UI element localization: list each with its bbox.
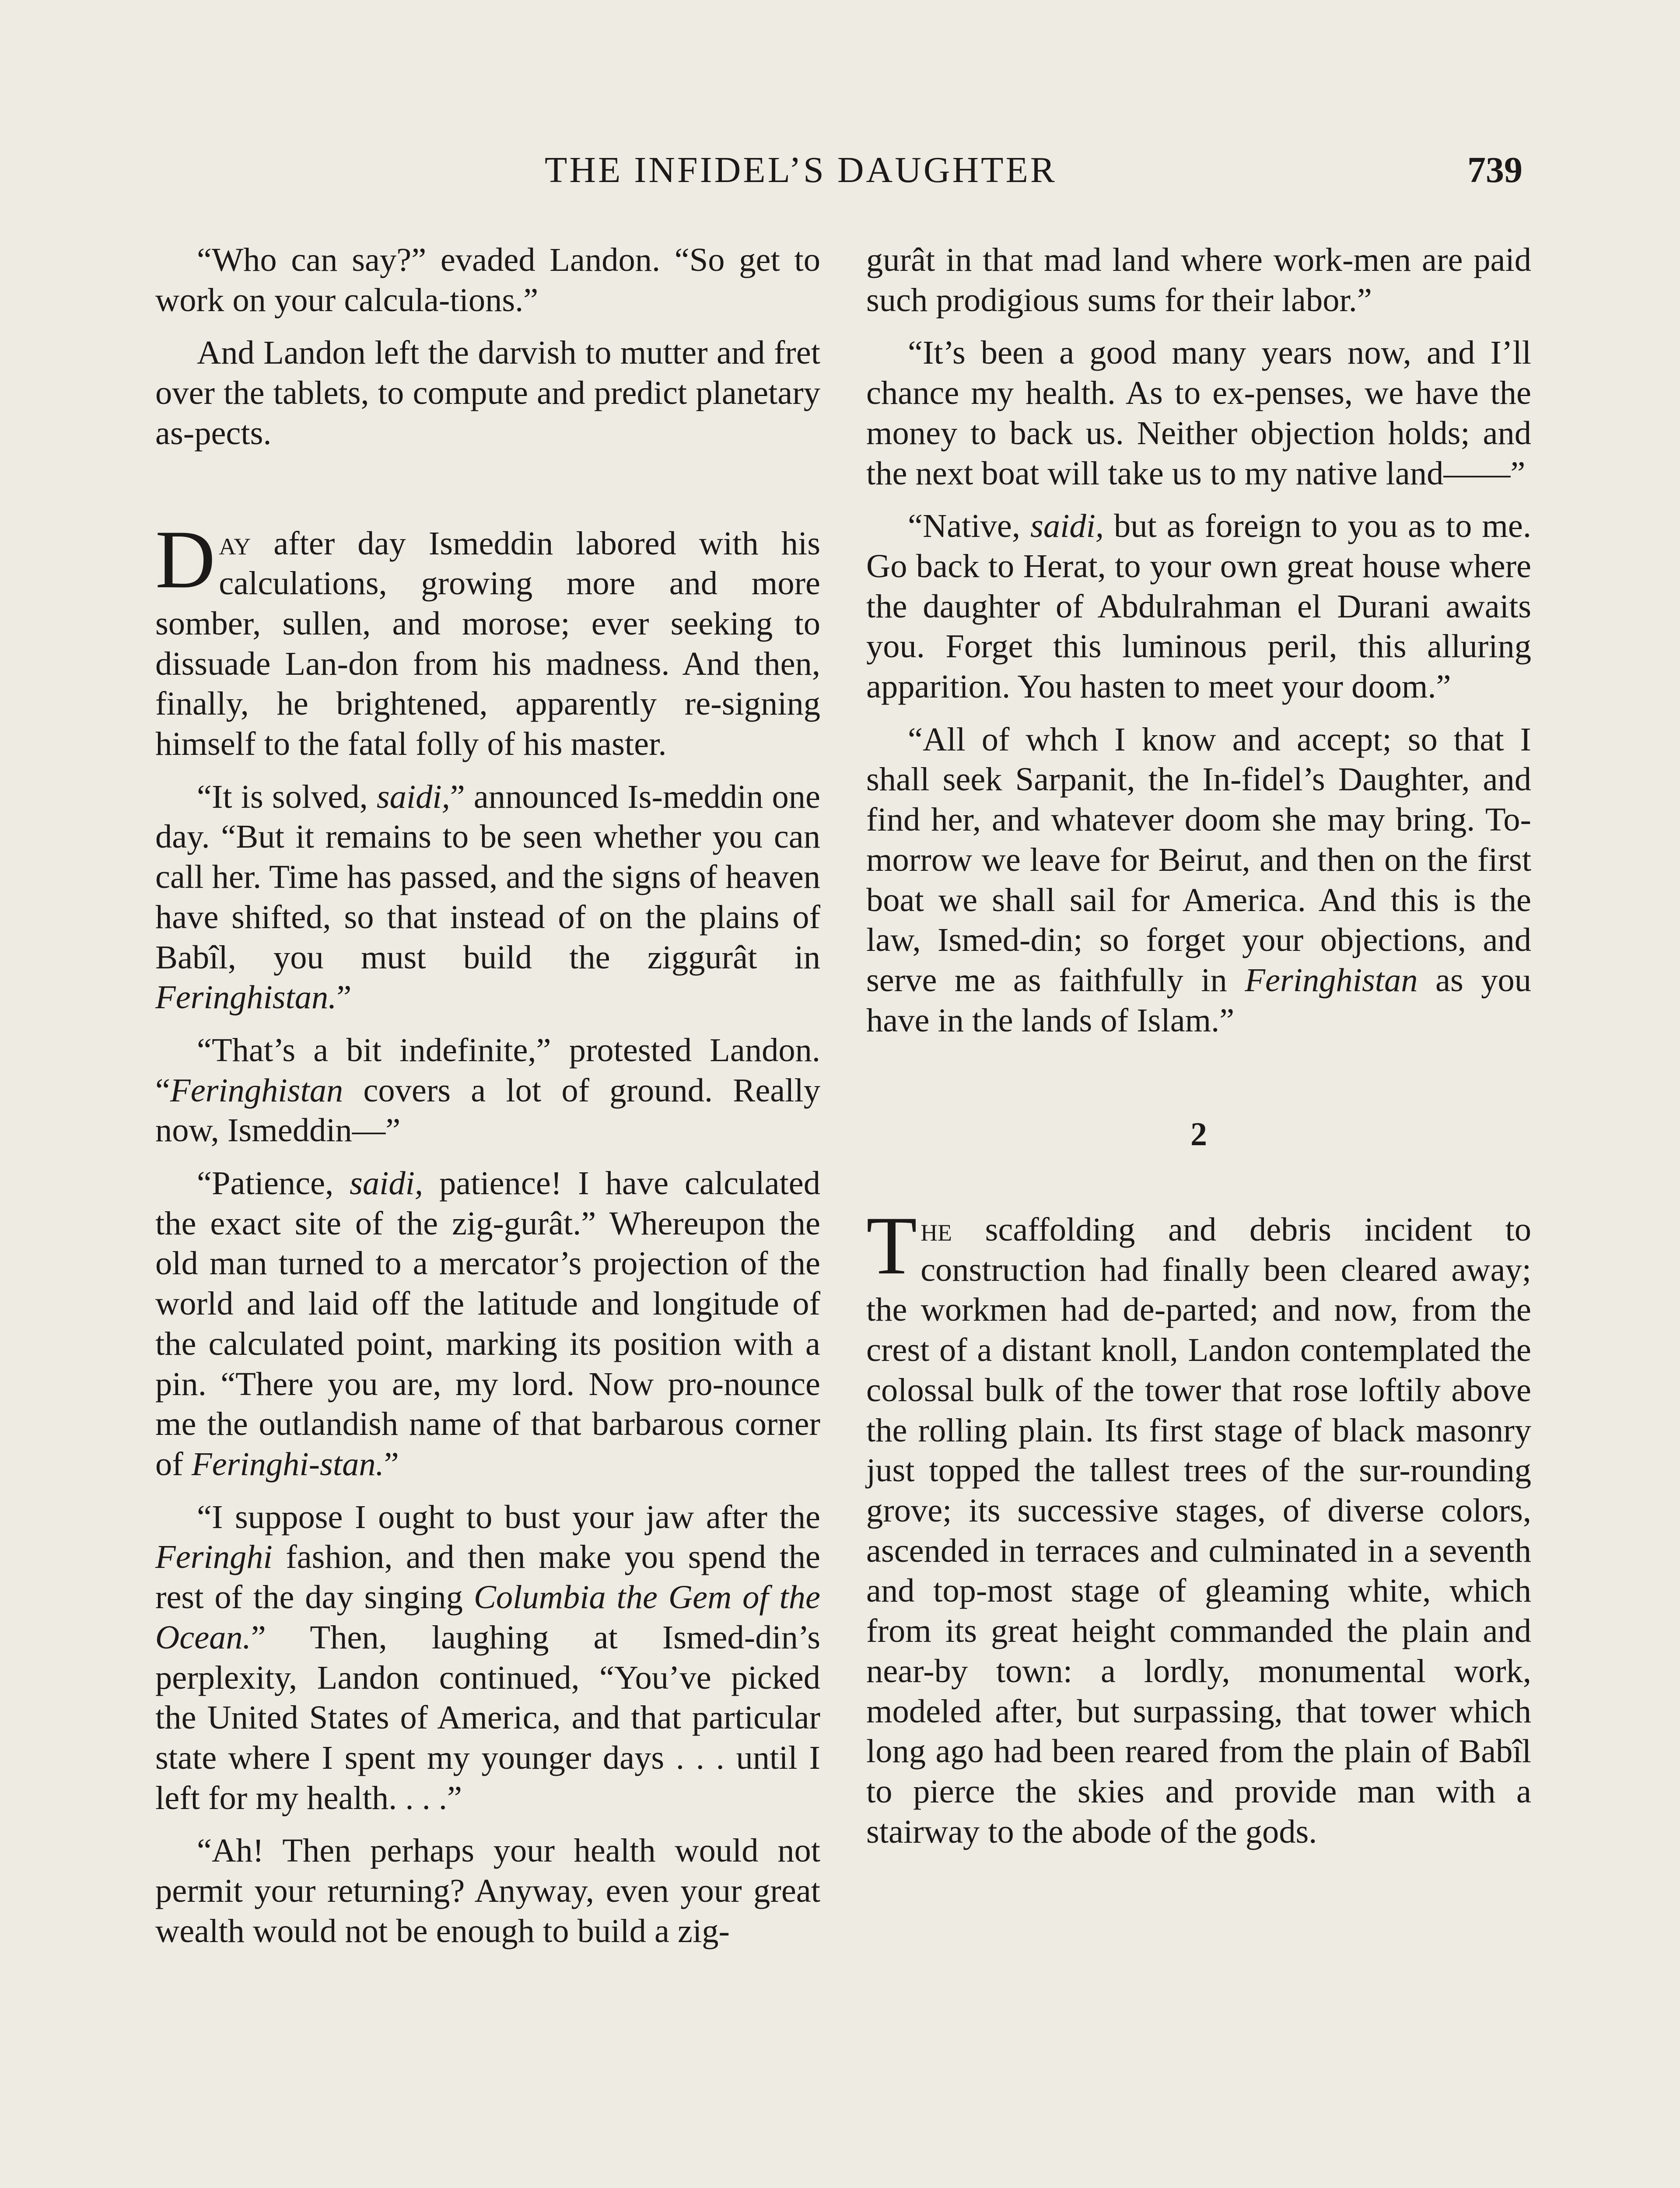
italic-text: Feringhistan. [155, 978, 337, 1016]
paragraph [866, 506, 1531, 707]
italic-text: Columbia the Gem of the Ocean. [155, 1578, 821, 1656]
italic-text: Feringhistan [170, 1071, 343, 1109]
italic-text: saidi, [1030, 507, 1104, 545]
left-column [155, 240, 820, 1951]
italic-text: Feringhi-stan. [191, 1445, 384, 1483]
running-title: THE INFIDEL’S DAUGHTER [545, 150, 1057, 190]
italic-text: Feringhi [155, 1538, 273, 1576]
paragraph: “Ah! Then perhaps your health would not permit your returning? Anyway, even your great wealth would not be enough to build a zig- [155, 1832, 820, 1950]
section-number: 2 [1190, 1116, 1207, 1153]
section-opening-paragraph [155, 513, 820, 764]
text-run: ” [384, 1445, 399, 1483]
drop-cap: D [155, 513, 216, 606]
paragraph [155, 1163, 820, 1484]
paragraph-continuation: gurât in that mad land where work-men are paid such prodigious sums for their labor.” [866, 241, 1531, 319]
text-run: but as foreign to you as to me. Go back to Herat, to your own great house where the daughter of Abdulrahman el Durani awaits you. Forget this luminous peril, this alluring apparition. You hasten to meet your doom.” [866, 507, 1531, 705]
text-run: “I suppose I ought to bust your jaw after the [197, 1498, 820, 1536]
italic-text: Feringhistan [1245, 961, 1418, 999]
paragraph [155, 1497, 820, 1818]
paragraph-text: after day Ismeddin labored with his calculations, growing more and more somber, sullen, and morose; ever seeking to dissuade Lan-don from his madness. And then, finally, he brightened, apparently re-signing himself to the fatal folly of his master. [155, 524, 820, 763]
text-run: ” Then, laughing at Ismed-din’s perplexity, Landon continued, “You’ve picked the United States of America, and that particular state where I spent my younger days . . . until I left for my health. . . .” [155, 1618, 820, 1816]
page-number: 739 [1467, 150, 1522, 190]
section-opening-paragraph [866, 1200, 1531, 1851]
paragraph [155, 1030, 820, 1150]
text-run: “All of whch I know and accept; so that I shall seek Sarpanit, the In-fidel’s Daughter, and find her, and whatever doom she may bring. To-morrow we leave for Beirut, and then on the first boat we shall sail for America. And this is the law, Ismed-din; so forget your objections, and serve me as faithfully in [866, 720, 1531, 999]
paragraph: And Landon left the darvish to mutter and fret over the tablets, to compute and predict planetary as-pects. [155, 334, 820, 452]
right-column [866, 240, 1531, 1851]
text-run: covers a lot of ground. Really now, Ismeddin—” [155, 1071, 820, 1149]
italic-text: saidi, [350, 1164, 424, 1202]
text-run: “Patience, [197, 1164, 350, 1202]
paragraph [155, 777, 820, 1017]
italic-text: saidi, [376, 778, 450, 815]
paragraph: “It’s been a good many years now, and I’ll chance my health. As to ex-penses, we have the money to back us. Neither objection holds; and the next boat will take us to my native land——” [866, 334, 1531, 492]
paragraph-text: scaffolding and debris incident to construction had finally been cleared away; the workmen had de-parted; and now, from the crest of a distant knoll, Landon contemplated the colossal bulk of the tower that rose loftily above the rolling plain. Its first stage of black masonry just topped the tallest trees of the sur-rounding grove; its successive stages, of diverse colors, ascended in terraces and culminated in a seventh and top-most stage of gleaming white, which from its great height commanded the plain and near-by town: a lordly, monumental work, modeled after, but surpassing, that tower which long ago had been reared from the plain of Babîl to pierce the skies and provide man with a stairway to the abode of the gods. [866, 1211, 1531, 1850]
text-run: “That’s a bit indefinite,” protested Landon. “ [155, 1031, 820, 1109]
page-header [153, 146, 1522, 194]
text-run: ” announced Is-meddin one day. “But it remains to be seen whether you can call her. Time has passed, and the signs of heaven have shifted, so that instead of on the plains of Babîl, you must build the ziggurât in [155, 778, 820, 976]
paragraph: “Who can say?” evaded Landon. “So get to work on your calcula-tions.” [155, 241, 820, 319]
paragraph [866, 719, 1531, 1041]
small-caps-lead: ay [219, 524, 251, 562]
text-run: as you have in the lands of Islam.” [866, 961, 1531, 1039]
drop-cap: T [866, 1200, 917, 1292]
text-run: fashion, and then make you spend the rest of the day singing [155, 1538, 820, 1616]
text-run: “Native, [908, 507, 1031, 545]
small-caps-lead: he [920, 1211, 952, 1248]
text-run: patience! I have calculated the exact site of the zig-gurât.” Whereupon the old man turned to a mercator’s projection of the world and laid off the latitude and longitude of the calculated point, marking its position with a pin. “There you are, my lord. Now pro-nounce me the outlandish name of that barbarous corner of [155, 1164, 821, 1483]
text-run: ” [336, 978, 352, 1016]
text-run: “It is solved, [197, 778, 377, 815]
